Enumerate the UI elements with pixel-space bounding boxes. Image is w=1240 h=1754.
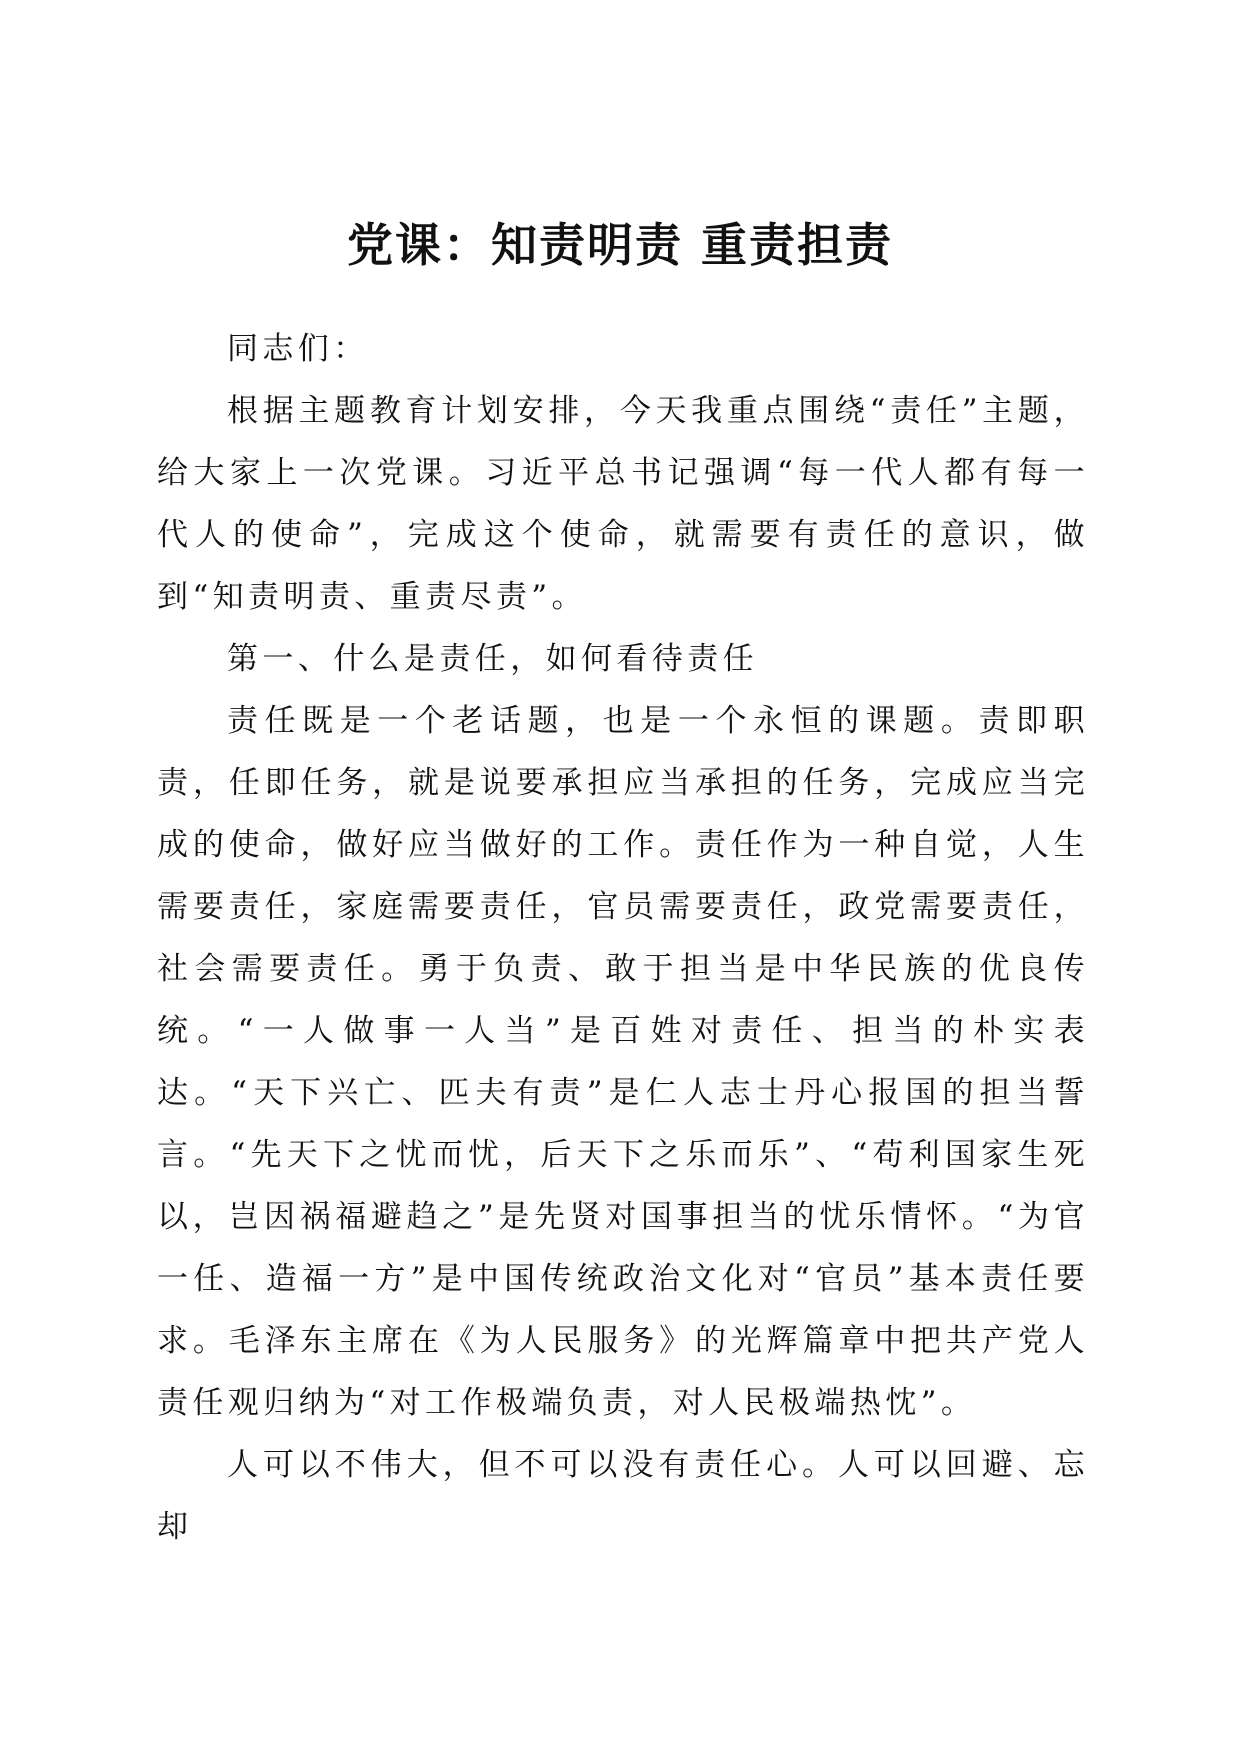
section-heading-1: 第一、什么是责任，如何看待责任 bbox=[227, 641, 758, 677]
document-body bbox=[157, 318, 1089, 1558]
document-title: 党课：知责明责 重责担责 bbox=[346, 218, 893, 272]
paragraph-responsibility: 责任既是一个老话题，也是一个永恒的课题。责即职责，任即任务，就是说要承担应当承担的任务，完成应当完成的使命，做好应当做好的工作。责任作为一种自觉，人生需要责任，家庭需要责任，官员需要责任，政党需要责任，社会需要责任。勇于负责、敢于担当是中华民族的优良传统。“一人做事一人当”是百姓对责任、担当的朴实表达。“天下兴亡、匹夫有责”是仁人志士丹心报国的担当誓言。“先天下之忧而忧，后天下之乐而乐”、“苟利国家生死以，岂因祸福避趋之”是先贤对国事担当的忧乐情怀。“为官一任、造福一方”是中国传统政治文化对“官员”基本责任要求。毛泽东主席在《为人民服务》的光辉篇章中把共产党人责任观归纳为“对工作极端负责，对人民极端热忱”。 bbox=[157, 703, 1089, 1421]
salutation: 同志们： bbox=[227, 331, 369, 367]
paragraph-intro: 根据主题教育计划安排，今天我重点围绕“责任”主题，给大家上一次党课。习近平总书记强调“每一代人都有每一代人的使命”，完成这个使命，就需要有责任的意识，做到“知责明责、重责尽责”。 bbox=[157, 393, 1089, 615]
paragraph-continued: 人可以不伟大，但不可以没有责任心。人可以回避、忘却 bbox=[157, 1447, 1089, 1545]
